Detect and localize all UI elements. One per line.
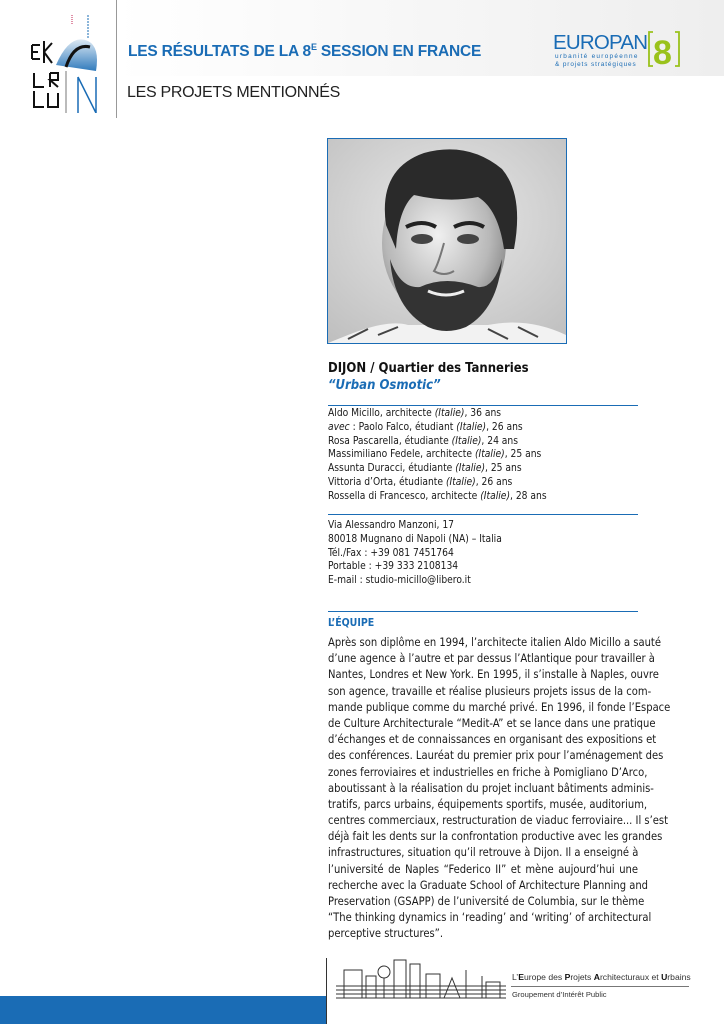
project-name: “Urban Osmotic” <box>328 378 441 393</box>
footer-gip: Groupement d’Intérêt Public <box>512 990 607 999</box>
contact-city: 80018 Mugnano di Napoli (NA) – Italia <box>328 533 502 545</box>
divider-rule <box>328 514 638 515</box>
logo-left-text <box>0 0 4 1</box>
bio-line: déjà fait les dents sur la confrontation productive avec les grandes <box>328 830 663 844</box>
svg-text:8: 8 <box>653 34 672 70</box>
portrait-photo <box>327 138 567 344</box>
divider-rule <box>328 611 638 612</box>
portrait-photo-icon <box>328 139 566 343</box>
bio-line: aboutissant à la réalisation du projet incluant bâtiments adminis- <box>328 781 654 795</box>
project-site: DIJON / Quartier des Tanneries <box>328 361 529 376</box>
team-list <box>328 407 547 504</box>
bio-line: mande publique comme du marché privé. En 1996, il fonde l’Espace <box>328 700 671 714</box>
team-member: Assunta Duracci, étudiante (Italie), 25 ans <box>328 463 522 475</box>
svg-text:& projets stratégiques: & projets stratégiques <box>555 61 637 68</box>
bio-line: Nantes, Londres et New York. En 1995, il s’installe à Naples, ouvre <box>328 668 659 682</box>
contact-email: E-mail : studio-micillo@libero.it <box>328 575 471 587</box>
page-title: LES RÉSULTATS DE LA $8^E$ SESSION EN FRANCE <box>128 42 482 61</box>
bio-line: l’université de Naples “Federico II” et mène aujourd’hui une <box>328 862 638 876</box>
contact-phone: Tél./Fax : +39 081 7451764 <box>328 547 454 559</box>
footer-divider <box>326 958 327 1024</box>
section-heading: L’ÉQUIPE <box>328 617 375 629</box>
bio-line: Preservation (GSAPP) de l’université de Columbia, sur le thème <box>328 895 645 908</box>
team-member: Vittoria d’Orta, étudiante (Italie), 26 ans <box>328 476 513 488</box>
svg-text:urbanité européenne: urbanité européenne <box>555 53 639 60</box>
bio-line: perceptive structures”. <box>328 927 444 941</box>
team-member: Rossella di Francesco, architecte (Italie), 28 ans <box>328 490 547 502</box>
svg-text:EUROPAN: EUROPAN <box>553 31 648 54</box>
contact-block <box>328 519 502 588</box>
team-member: Aldo Micillo, architecte (Italie), 36 ans <box>328 408 502 419</box>
bio-line: recherche avec la Graduate School of Architecture Planning and <box>328 878 649 892</box>
page-subtitle: LES PROJETS MENTIONNÉS <box>127 84 340 101</box>
team-member: avec : Paolo Falco, étudiant (Italie), 26 ans <box>328 421 523 433</box>
footer-tagline: L’Europe des Projets Architecturaux et Urbains <box>512 972 691 982</box>
bio-line: des conférences. Lauréat du premier prix pour l’aménagement des <box>328 749 664 763</box>
bio-line: centres commerciaux, restructuration de viaduc ferroviaire... Il s’est <box>328 814 669 828</box>
bio-line: de Culture Architecturale “Medit-A” et se lance dans une pratique <box>328 716 656 730</box>
bio-line: zones ferroviaires et industrielles en friche à Pomigliano D’Arco, <box>328 765 648 779</box>
contact-mobile: Portable : +39 333 2108134 <box>328 561 459 573</box>
bio-line: d’une agence à l’autre et par dessus l’Atlantique pour travailler à <box>328 652 655 666</box>
bio-line: tratifs, parcs urbains, équipements sportifs, musée, auditorium, <box>328 797 648 811</box>
city-skyline-icon <box>336 956 506 1000</box>
footer-bar <box>0 996 326 1024</box>
team-member: Massimiliano Fedele, architecte (Italie), 25 ans <box>328 449 542 461</box>
bio-line: son agence, travaille et réalise plusieurs projets issus de la com- <box>328 684 652 698</box>
footer-rule <box>511 986 689 987</box>
team-member: Rosa Pascarella, étudiante (Italie), 24 ans <box>328 435 519 447</box>
header-divider <box>116 0 117 118</box>
europan-8-logo-icon <box>553 30 683 70</box>
divider-rule <box>328 405 638 406</box>
bio-line: Après son diplôme en 1994, l’architecte italien Aldo Micillo a sauté <box>328 636 661 649</box>
europan-side-logo-icon <box>30 15 104 113</box>
bio-line: d’échanges et de connaissances en organisant des expositions et <box>328 733 657 747</box>
contact-address: Via Alessandro Manzoni, 17 <box>328 520 455 531</box>
team-biography <box>328 635 671 943</box>
bio-line: “The thinking dynamics in ‘reading’ and ‘writing’ of architectural <box>328 911 652 925</box>
bio-line: infrastructures, situation qu’il retrouve à Dijon. Il a enseigné à <box>328 846 639 860</box>
